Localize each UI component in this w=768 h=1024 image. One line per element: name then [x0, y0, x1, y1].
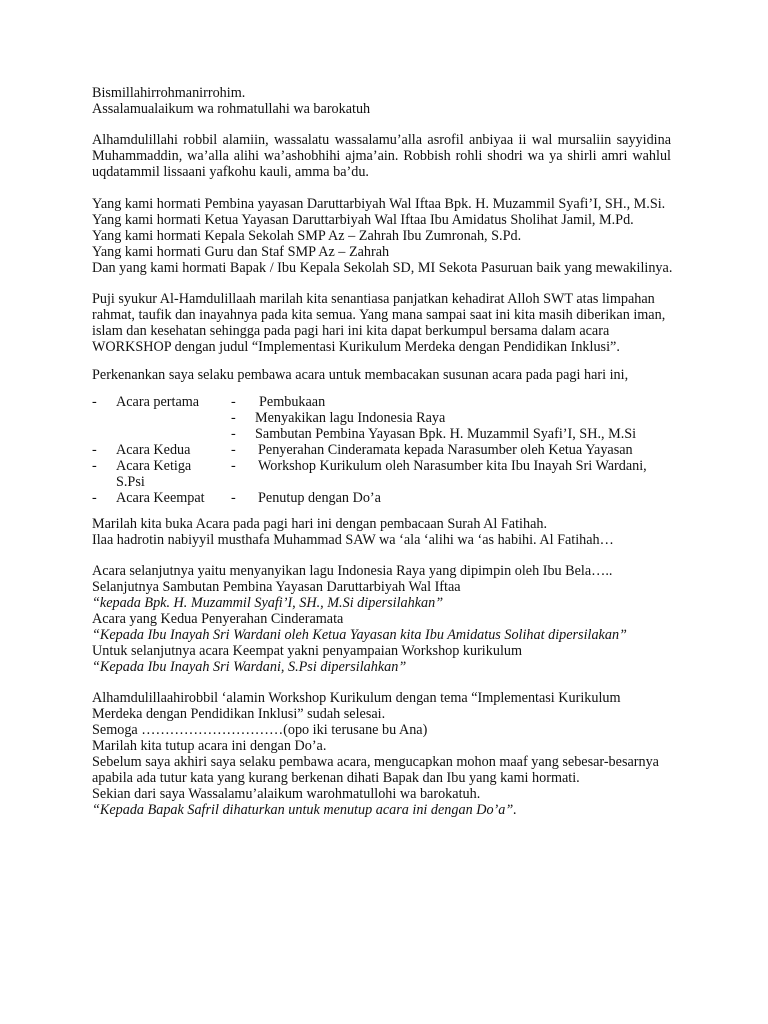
sequence-line-italic: “kepada Bpk. H. Muzammil Syafi’I, SH., M.Si dipersilahkan” [92, 595, 444, 611]
sequence-line: Acara selanjutnya yaitu menyanyikan lagu Indonesia Raya yang dipimpin oleh Ibu Bela….. [92, 563, 613, 579]
sequence-line: Acara yang Kedua Penyerahan Cinderamata [92, 611, 344, 627]
agenda-item-name: Acara Keempat [116, 490, 205, 506]
agenda-sub-bullet: - [231, 394, 236, 410]
gratitude-line: rahmat, taufik dan inayahnya pada kita semua. Yang mana sampai saat ini kita masih diberikan iman, [92, 307, 666, 323]
sequence-line: Untuk selanjutnya acara Keempat yakni penyampaian Workshop kurikulum [92, 643, 523, 659]
closing-line: Sebelum saya akhiri saya selaku pembawa acara, mengucapkan mohon maaf yang sebesar-besarnya [92, 754, 659, 770]
agenda-item-name: Acara pertama [116, 394, 200, 410]
agenda-item-name: Acara Kedua [116, 442, 191, 458]
agenda-sub-item: Menyakikan lagu Indonesia Raya [255, 410, 446, 426]
greeting-line: Yang kami hormati Guru dan Staf SMP Az – Zahrah [92, 244, 390, 260]
praise-line: Alhamdulillahi robbil alamiin, wassalatu wassalamu’alla asrofil anbiyaa ii wal mursaliin sayyidina [92, 132, 671, 148]
agenda-bullet: - [92, 394, 97, 410]
agenda-intro: Perkenankan saya selaku pembawa acara untuk membacakan susunan acara pada pagi hari ini, [92, 367, 629, 383]
basmalah: Bismillahirrohmanirrohim. [92, 85, 246, 101]
agenda-sub-item: Workshop Kurikulum oleh Narasumber kita Ibu Inayah Sri Wardani, [258, 458, 647, 474]
agenda-bullet: - [92, 490, 97, 506]
gratitude-line: islam dan kesehatan sehingga pada pagi hari ini kita dapat berkumpul bersama dalam acara [92, 323, 610, 339]
agenda-sub-bullet: - [231, 426, 236, 442]
praise-line: uqdatammil lissaani yafkohu kauli, amma ba’du. [92, 164, 369, 180]
closing-line: Merdeka dengan Pendidikan Inklusi” sudah selesai. [92, 706, 386, 722]
closing-line-italic: “Kepada Bapak Safril dihaturkan untuk menutup acara ini dengan Do’a”. [92, 802, 517, 818]
sequence-line-italic: “Kepada Ibu Inayah Sri Wardani oleh Ketua Yayasan kita Ibu Amidatus Solihat dipersilakan” [92, 627, 627, 643]
agenda-sub-bullet: - [231, 490, 236, 506]
sequence-line: Selanjutnya Sambutan Pembina Yayasan Daruttarbiyah Wal Iftaa [92, 579, 461, 595]
agenda-sub-item: Sambutan Pembina Yayasan Bpk. H. Muzammil Syafi’I, SH., M.Si [255, 426, 637, 442]
agenda-bullet: - [92, 458, 97, 474]
agenda-item-name: Acara Ketiga [116, 458, 192, 474]
agenda-sub-item-wrap: S.Psi [116, 474, 145, 490]
greeting-line: Dan yang kami hormati Bapak / Ibu Kepala Sekolah SD, MI Sekota Pasuruan baik yang mewakilinya. [92, 260, 673, 276]
greeting-line: Yang kami hormati Pembina yayasan Daruttarbiyah Wal Iftaa Bpk. H. Muzammil Syafi’I, SH., M.Si. [92, 196, 666, 212]
gratitude-line: WORKSHOP dengan judul “Implementasi Kurikulum Merdeka dengan Pendidikan Inklusi”. [92, 339, 620, 355]
agenda-sub-item: Pembukaan [259, 394, 326, 410]
agenda-sub-bullet: - [231, 458, 236, 474]
agenda-bullet: - [92, 442, 97, 458]
praise-line: Muhammaddin, wa’alla alihi wa’ashobhihi ajma’ain. Robbish rohli shodri wa ya shirli amri wahlul [92, 148, 671, 164]
agenda-sub-bullet: - [231, 442, 236, 458]
closing-line: apabila ada tutur kata yang kurang berkenan dihati Bapak dan Ibu yang kami hormati. [92, 770, 580, 786]
greeting-line: Yang kami hormati Ketua Yayasan Daruttarbiyah Wal Iftaa Ibu Amidatus Sholihat Jamil, M.Pd. [92, 212, 634, 228]
fatihah-line: Marilah kita buka Acara pada pagi hari ini dengan pembacaan Surah Al Fatihah. [92, 516, 548, 532]
agenda-sub-bullet: - [231, 410, 236, 426]
closing-line: Alhamdulillaahirobbil ‘alamin Workshop Kurikulum dengan tema “Implementasi Kurikulum [92, 690, 621, 706]
closing-line: Semoga …………………………(opo iki terusane bu Ana) [92, 722, 428, 738]
gratitude-line: Puji syukur Al-Hamdulillaah marilah kita senantiasa panjatkan kehadirat Alloh SWT atas limpahan [92, 291, 655, 307]
agenda-sub-item: Penyerahan Cinderamata kepada Narasumber oleh Ketua Yayasan [258, 442, 633, 458]
salam: Assalamualaikum wa rohmatullahi wa barokatuh [92, 101, 371, 117]
agenda-sub-item: Penutup dengan Do’a [258, 490, 381, 506]
closing-line: Sekian dari saya Wassalamu’alaikum warohmatullohi wa barokatuh. [92, 786, 481, 802]
sequence-line-italic: “Kepada Ibu Inayah Sri Wardani, S.Psi dipersilahkan” [92, 659, 407, 675]
closing-line: Marilah kita tutup acara ini dengan Do’a. [92, 738, 327, 754]
greeting-line: Yang kami hormati Kepala Sekolah SMP Az – Zahrah Ibu Zumronah, S.Pd. [92, 228, 522, 244]
fatihah-line: Ilaa hadrotin nabiyyil musthafa Muhammad SAW wa ‘ala ‘alihi wa ‘as habihi. Al Fatihah… [92, 532, 614, 548]
